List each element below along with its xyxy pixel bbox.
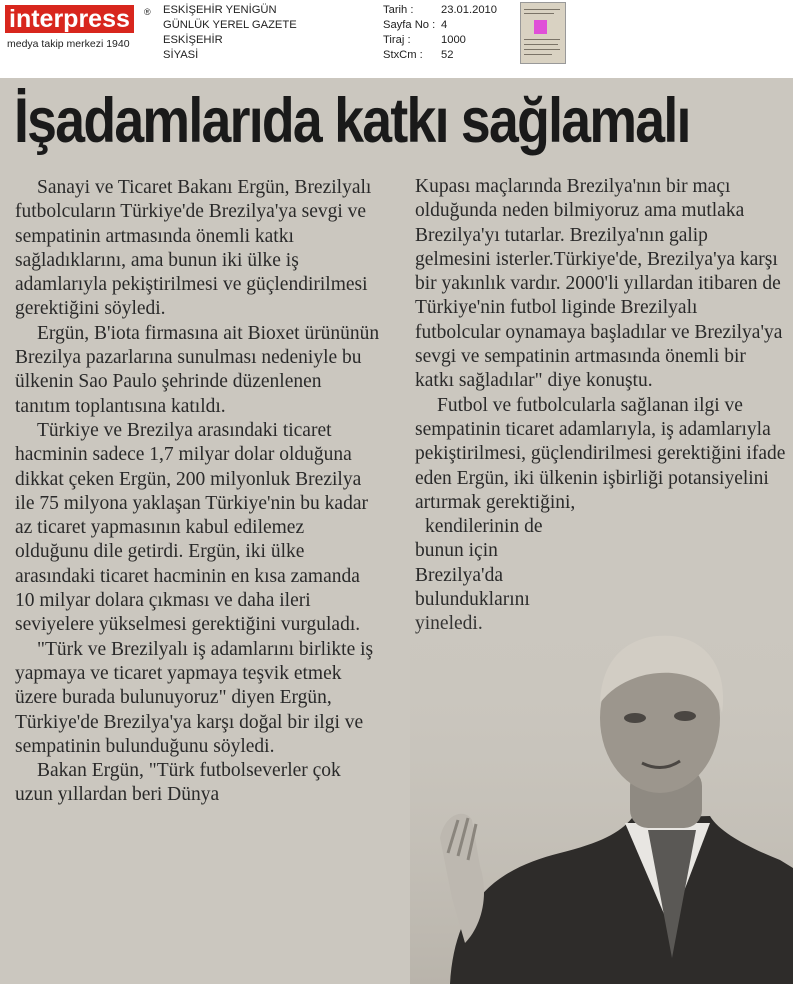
paragraph: Ergün, B'iota firmasına ait Bioxet ürününün Brezilya pazarlarına sunulması nedeniyle bu ülkenin Sao Paulo şehrinde düzenlenen tanıtım toplantısına katıldı.: [15, 322, 380, 417]
meta-label: Tarih :: [383, 4, 414, 16]
paragraph: "Türk ve Brezilyalı iş adamlarını birlikte iş yapmaya ve ticaret yapmaya teşvik etmek üzere burada bulunuyoruz" diyen Ergün, Türkiye'de Brezilya'ya karşı doğal bir ilgi ve sempatinin bulunduğunu söyledi.: [15, 638, 374, 757]
article-headline: İşadamlarıda katkı sağlamalı: [14, 86, 690, 156]
meta-row-circulation: [383, 33, 497, 48]
publication-name: ESKİŞEHİR YENİGÜN: [163, 4, 277, 16]
clipping-meta: [383, 3, 497, 63]
meta-row-page: [383, 18, 497, 33]
publication-info: [163, 3, 297, 63]
logo-registered-mark: ®: [144, 7, 151, 17]
paragraph: Bakan Ergün, "Türk futbolseverler çok uzun yıllardan beri Dünya: [15, 760, 341, 806]
meta-label: Sayfa No :: [383, 19, 436, 31]
newspaper-clipping: [0, 78, 793, 984]
meta-value: 52: [441, 49, 454, 61]
publication-category: SİYASİ: [163, 49, 199, 61]
article-column-right: [415, 175, 787, 637]
logo-tagline: medya takip merkezi 1940: [7, 38, 130, 50]
meta-label: Tiraj :: [383, 34, 411, 46]
paragraph-narrow: kendilerinin de bunun için Brezilya'da: [415, 516, 543, 586]
meta-row-date: [383, 3, 497, 18]
logo-wordmark: interpress: [5, 5, 134, 33]
meta-value: 4: [441, 19, 448, 31]
interpress-logo: [5, 5, 151, 50]
minister-photo: [410, 598, 793, 984]
paragraph: Futbol ve futbolcularla sağlanan ilgi ve sempatinin ticaret adamlarıyla, iş adamlarıyla pekiştirilmesi, güçlendirilmesi gerektiğini ifade eden Ergün, iki ülkenin işbirliği potansiyelini artırmak gerektiğini,: [415, 394, 786, 513]
paragraph: Kupası maçlarında Brezilya'nın bir maçı olduğunda neden bilmiyoruz ama mutlaka Brezilya'yı tutarlar. Brezilya'nın galip gelmesini isterler.Türkiye'de, Brezilya'ya karşı bir yakınlık vardır. 2000'li yıllardan itibaren de Türkiye'nin futbol liginde Brezilyalı futbolcular oynamaya başladılar ve Brezilya'ya sevgi ve sempatinin artmasında önemli bir katkı sağladılar" diye konuştu.: [415, 176, 783, 392]
paragraph: Türkiye ve Brezilya arasındaki ticaret hacminin sadece 1,7 milyar dolar olduğuna dikkat çeken Ergün, 200 milyonluk Brezilya ile 75 milyona yaklaşan Türkiye'nin bu kadar az ticaret yapmasının kabul edilemez olduğunu dile getirdi. Ergün, iki ülke arasındaki ticaret hacminin en kısa zamanda 10 milyar dolara çıkması ve daha ileri seviyelere yükselmesi gerektiğini vurguladı.: [15, 419, 368, 636]
meta-row-stxcm: [383, 48, 497, 63]
paragraph: Sanayi ve Ticaret Bakanı Ergün, Brezilyalı futbolcuların Türkiye'de Brezilya'ya sevgi ve sempatinin artmasında önemli katkı sağladıklarını, ama bunun iki ülke iş adamlarıyla pekiştirilmesi ve güçlendirilmesi gerektiğini söyledi.: [15, 177, 372, 320]
meta-label: StxCm :: [383, 49, 423, 61]
publication-city: ESKİŞEHİR: [163, 34, 223, 46]
article-location-marker: [534, 20, 547, 34]
meta-value: 23.01.2010: [441, 4, 497, 16]
article-column-left: [15, 176, 380, 808]
publication-type: GÜNLÜK YEREL GAZETE: [163, 19, 297, 31]
page-thumbnail: [520, 2, 566, 64]
clipping-header: [0, 0, 793, 78]
meta-value: 1000: [441, 34, 466, 46]
